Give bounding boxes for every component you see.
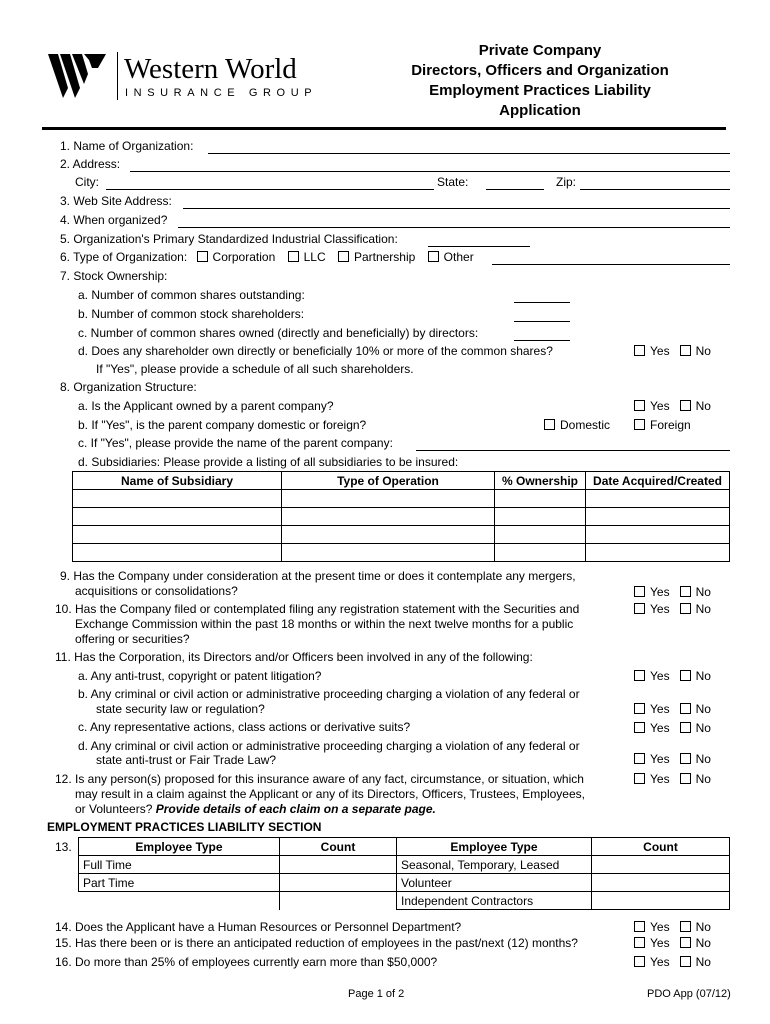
table-row xyxy=(79,874,730,892)
q16-yes-no xyxy=(634,955,711,969)
zip-field[interactable] xyxy=(580,189,730,190)
q10-line-2: Exchange Commission within the past 18 months or within the next twelve months for a public xyxy=(75,617,574,631)
q11c-yes-no xyxy=(634,721,711,735)
q11c-yes-checkbox[interactable] xyxy=(634,722,645,733)
q11a-label: a. Any anti-trust, copyright or patent litigation? xyxy=(78,669,322,683)
yes-label: Yes xyxy=(650,955,670,969)
q8a-yes-checkbox[interactable] xyxy=(634,400,645,411)
q6-label: 6. Type of Organization: xyxy=(60,250,188,264)
table-row xyxy=(73,508,730,526)
city-field[interactable] xyxy=(106,189,434,190)
subsidiary-table xyxy=(72,471,730,562)
q7-label: 7. Stock Ownership: xyxy=(60,269,168,283)
table-cell[interactable] xyxy=(586,490,730,508)
table-cell[interactable] xyxy=(282,544,495,562)
title-line-1: Private Company xyxy=(478,42,602,59)
table-cell[interactable] xyxy=(495,490,586,508)
q8c-label: c. If "Yes", please provide the name of the parent company: xyxy=(78,436,393,450)
yes-label: Yes xyxy=(650,936,670,950)
organization-name-field[interactable] xyxy=(208,153,730,154)
table-cell[interactable] xyxy=(73,508,282,526)
no-label: No xyxy=(695,752,711,766)
q9-line-1: 9. Has the Company under consideration at the present time or does it contemplate any mergers, xyxy=(60,569,576,583)
q7d-yes-checkbox[interactable] xyxy=(634,345,645,356)
table-cell[interactable] xyxy=(73,526,282,544)
yes-label: Yes xyxy=(650,602,670,616)
q8d-label: d. Subsidiaries: Please provide a listing of all subsidiaries to be insured: xyxy=(78,455,459,469)
city-label: City: xyxy=(75,175,99,189)
q10-yes-checkbox[interactable] xyxy=(634,603,645,614)
zip-label: Zip: xyxy=(556,175,577,189)
empty-cell xyxy=(79,892,280,910)
title-line-2: Directors, Officers and Organization xyxy=(411,62,669,79)
yes-label: Yes xyxy=(650,669,670,683)
q12-line-2: may result in a claim against the Applicant or any of its Directors, Officers, Trustees, Employees, xyxy=(75,787,585,801)
q16-no-checkbox[interactable] xyxy=(680,956,691,967)
form-title xyxy=(385,41,695,121)
logo-divider xyxy=(117,52,118,100)
col-count-left: Count xyxy=(280,838,397,856)
q9-no-checkbox[interactable] xyxy=(680,586,691,597)
q5-label: 5. Organization's Primary Standardized Industrial Classification: xyxy=(60,232,398,246)
volunteer-count-field[interactable] xyxy=(592,874,730,892)
table-row xyxy=(73,544,730,562)
q11b-yes-checkbox[interactable] xyxy=(634,703,645,714)
q11d-yes-no xyxy=(634,752,711,766)
director-shares-field[interactable] xyxy=(514,340,570,341)
q6-row xyxy=(60,250,474,264)
q13-number: 13. xyxy=(55,840,72,854)
part-time-label: Part Time xyxy=(79,874,280,892)
q14-no-checkbox[interactable] xyxy=(680,921,691,932)
sic-field[interactable] xyxy=(428,246,530,247)
table-row xyxy=(79,892,730,910)
q11b-line-1: b. Any criminal or civil action or administrative proceeding charging a violation of any federal or xyxy=(78,687,580,701)
q12-line-3 xyxy=(75,802,436,816)
table-cell[interactable] xyxy=(282,508,495,526)
col-employee-type-right: Employee Type xyxy=(397,838,592,856)
table-cell[interactable] xyxy=(282,490,495,508)
q15-yes-no xyxy=(634,936,711,950)
company-logo xyxy=(48,54,110,101)
other-type-field[interactable] xyxy=(492,264,730,265)
q11b-line-2: state security law or regulation? xyxy=(96,702,265,716)
form-id: PDO App (07/12) xyxy=(647,988,731,1000)
no-label: No xyxy=(695,920,711,934)
yes-label: Yes xyxy=(650,702,670,716)
q8-label: 8. Organization Structure: xyxy=(60,380,197,394)
q8a-yes-no xyxy=(634,399,711,413)
table-cell[interactable] xyxy=(586,526,730,544)
q12-yes-checkbox[interactable] xyxy=(634,773,645,784)
q11a-yes-no xyxy=(634,669,711,683)
q12-no-checkbox[interactable] xyxy=(680,773,691,784)
domestic-checkbox[interactable] xyxy=(544,419,555,430)
yes-label: Yes xyxy=(650,752,670,766)
seasonal-label: Seasonal, Temporary, Leased xyxy=(397,856,592,874)
q7c-label: c. Number of common shares owned (directly and beneficially) by directors: xyxy=(78,326,479,340)
q2-label: 2. Address: xyxy=(60,157,121,171)
table-cell[interactable] xyxy=(586,508,730,526)
volunteer-label: Volunteer xyxy=(397,874,592,892)
state-label: State: xyxy=(437,175,469,189)
yes-label: Yes xyxy=(650,721,670,735)
q15-label: 15. Has there been or is there an anticipated reduction of employees in the past/next (12) months? xyxy=(55,936,578,950)
address-field[interactable] xyxy=(130,171,730,172)
parent-company-field[interactable] xyxy=(416,450,730,451)
foreign-label: Foreign xyxy=(650,418,691,432)
q7d-yes-no xyxy=(634,344,711,358)
table-cell[interactable] xyxy=(73,490,282,508)
foreign-checkbox[interactable] xyxy=(634,419,645,430)
no-label: No xyxy=(695,344,711,358)
q9-yes-checkbox[interactable] xyxy=(634,586,645,597)
q12-line-1: 12. Is any person(s) proposed for this insurance aware of any fact, circumstance, or situation, which xyxy=(55,772,584,786)
no-label: No xyxy=(695,669,711,683)
q14-label: 14. Does the Applicant have a Human Resources or Personnel Department? xyxy=(55,920,462,934)
no-label: No xyxy=(695,585,711,599)
q10-yes-no xyxy=(634,602,711,616)
q10-no-checkbox[interactable] xyxy=(680,603,691,614)
shareholders-field[interactable] xyxy=(514,321,570,322)
q16-yes-checkbox[interactable] xyxy=(634,956,645,967)
corporation-label: Corporation xyxy=(212,250,276,264)
yes-label: Yes xyxy=(650,772,670,786)
q9-line-2: acquisitions or consolidations? xyxy=(75,584,238,598)
llc-checkbox[interactable] xyxy=(288,251,299,262)
q4-label: 4. When organized? xyxy=(60,213,168,227)
title-line-4: Application xyxy=(499,102,581,119)
q15-yes-checkbox[interactable] xyxy=(634,937,645,948)
q11a-no-checkbox[interactable] xyxy=(680,670,691,681)
empty-cell xyxy=(280,892,397,910)
no-label: No xyxy=(695,955,711,969)
seasonal-count-field[interactable] xyxy=(592,856,730,874)
table-row xyxy=(73,526,730,544)
table-cell[interactable] xyxy=(495,508,586,526)
q9-yes-no xyxy=(634,585,711,599)
no-label: No xyxy=(695,602,711,616)
q7d-label: d. Does any shareholder own directly or beneficially 10% or more of the common shares? xyxy=(78,344,553,358)
employee-count-table xyxy=(78,837,730,910)
q14-yes-no xyxy=(634,920,711,934)
logo-subtitle: INSURANCE GROUP xyxy=(125,87,318,99)
website-field[interactable] xyxy=(183,208,730,209)
full-time-count-field[interactable] xyxy=(280,856,397,874)
western-world-logo-mark-icon xyxy=(48,54,110,98)
q8a-no-checkbox[interactable] xyxy=(680,400,691,411)
q14-yes-checkbox[interactable] xyxy=(634,921,645,932)
table-row xyxy=(73,490,730,508)
no-label: No xyxy=(695,936,711,950)
col-ownership: % Ownership xyxy=(495,472,586,490)
no-label: No xyxy=(695,399,711,413)
q1-label: 1. Name of Organization: xyxy=(60,139,194,153)
q8b-domestic xyxy=(544,418,610,432)
yes-label: Yes xyxy=(650,585,670,599)
table-cell[interactable] xyxy=(495,526,586,544)
col-type-of-operation: Type of Operation xyxy=(282,472,495,490)
q15-no-checkbox[interactable] xyxy=(680,937,691,948)
q12-yes-no xyxy=(634,772,711,786)
no-label: No xyxy=(695,702,711,716)
q8b-foreign xyxy=(634,418,691,432)
partnership-label: Partnership xyxy=(353,250,416,264)
q10-line-3: offering or securities? xyxy=(75,632,190,646)
logo-company-name: Western World xyxy=(124,53,297,85)
q11b-yes-no xyxy=(634,702,711,716)
q11d-line-2: state anti-trust or Fair Trade Law? xyxy=(96,753,277,767)
part-time-count-field[interactable] xyxy=(280,874,397,892)
no-label: No xyxy=(695,772,711,786)
q7d-no-checkbox[interactable] xyxy=(680,345,691,356)
subsidiary-table-header xyxy=(73,472,730,490)
q12-emphasis: Provide details of each claim on a separate page. xyxy=(155,802,436,816)
contractors-label: Independent Contractors xyxy=(397,892,592,910)
q8a-label: a. Is the Applicant owned by a parent company? xyxy=(78,399,334,413)
no-label: No xyxy=(695,721,711,735)
employee-table-header xyxy=(79,838,730,856)
table-cell[interactable] xyxy=(73,544,282,562)
q11d-no-checkbox[interactable] xyxy=(680,753,691,764)
col-count-right: Count xyxy=(592,838,730,856)
col-employee-type-left: Employee Type xyxy=(79,838,280,856)
q7a-label: a. Number of common shares outstanding: xyxy=(78,288,305,302)
q10-line-1: 10. Has the Company filed or contemplated filing any registration statement with the Securities and xyxy=(55,602,580,616)
contractors-count-field[interactable] xyxy=(592,892,730,910)
corporation-checkbox[interactable] xyxy=(197,251,208,262)
when-organized-field[interactable] xyxy=(178,227,730,228)
yes-label: Yes xyxy=(650,920,670,934)
q7d-note: If "Yes", please provide a schedule of all such shareholders. xyxy=(96,362,414,376)
q12-line-3-text: or Volunteers? xyxy=(75,802,153,816)
q11-label: 11. Has the Corporation, its Directors and/or Officers been involved in any of the following: xyxy=(55,650,533,664)
table-cell[interactable] xyxy=(282,526,495,544)
full-time-label: Full Time xyxy=(79,856,280,874)
llc-label: LLC xyxy=(303,250,326,264)
col-name-of-subsidiary: Name of Subsidiary xyxy=(73,472,282,490)
header-rule xyxy=(42,127,726,130)
state-field[interactable] xyxy=(486,189,544,190)
q11c-no-checkbox[interactable] xyxy=(680,722,691,733)
q3-label: 3. Web Site Address: xyxy=(60,194,172,208)
table-row xyxy=(79,856,730,874)
q11d-yes-checkbox[interactable] xyxy=(634,753,645,764)
page-number: Page 1 of 2 xyxy=(348,988,405,1000)
other-label: Other xyxy=(443,250,474,264)
col-date-acquired: Date Acquired/Created xyxy=(586,472,730,490)
table-cell[interactable] xyxy=(495,544,586,562)
q11d-line-1: d. Any criminal or civil action or administrative proceeding charging a violation of any federal or xyxy=(78,739,580,753)
epl-section-heading: EMPLOYMENT PRACTICES LIABILITY SECTION xyxy=(47,820,322,834)
q11a-yes-checkbox[interactable] xyxy=(634,670,645,681)
domestic-label: Domestic xyxy=(560,418,611,432)
q11c-label: c. Any representative actions, class actions or derivative suits? xyxy=(78,720,411,734)
q7b-label: b. Number of common stock shareholders: xyxy=(78,307,305,321)
yes-label: Yes xyxy=(650,344,670,358)
other-checkbox[interactable] xyxy=(428,251,439,262)
q8b-label: b. If "Yes", is the parent company domestic or foreign? xyxy=(78,418,367,432)
q11b-no-checkbox[interactable] xyxy=(680,703,691,714)
title-line-3: Employment Practices Liability xyxy=(429,82,651,99)
partnership-checkbox[interactable] xyxy=(338,251,349,262)
shares-outstanding-field[interactable] xyxy=(514,302,570,303)
yes-label: Yes xyxy=(650,399,670,413)
q16-label: 16. Do more than 25% of employees currently earn more than $50,000? xyxy=(55,955,438,969)
table-cell[interactable] xyxy=(586,544,730,562)
